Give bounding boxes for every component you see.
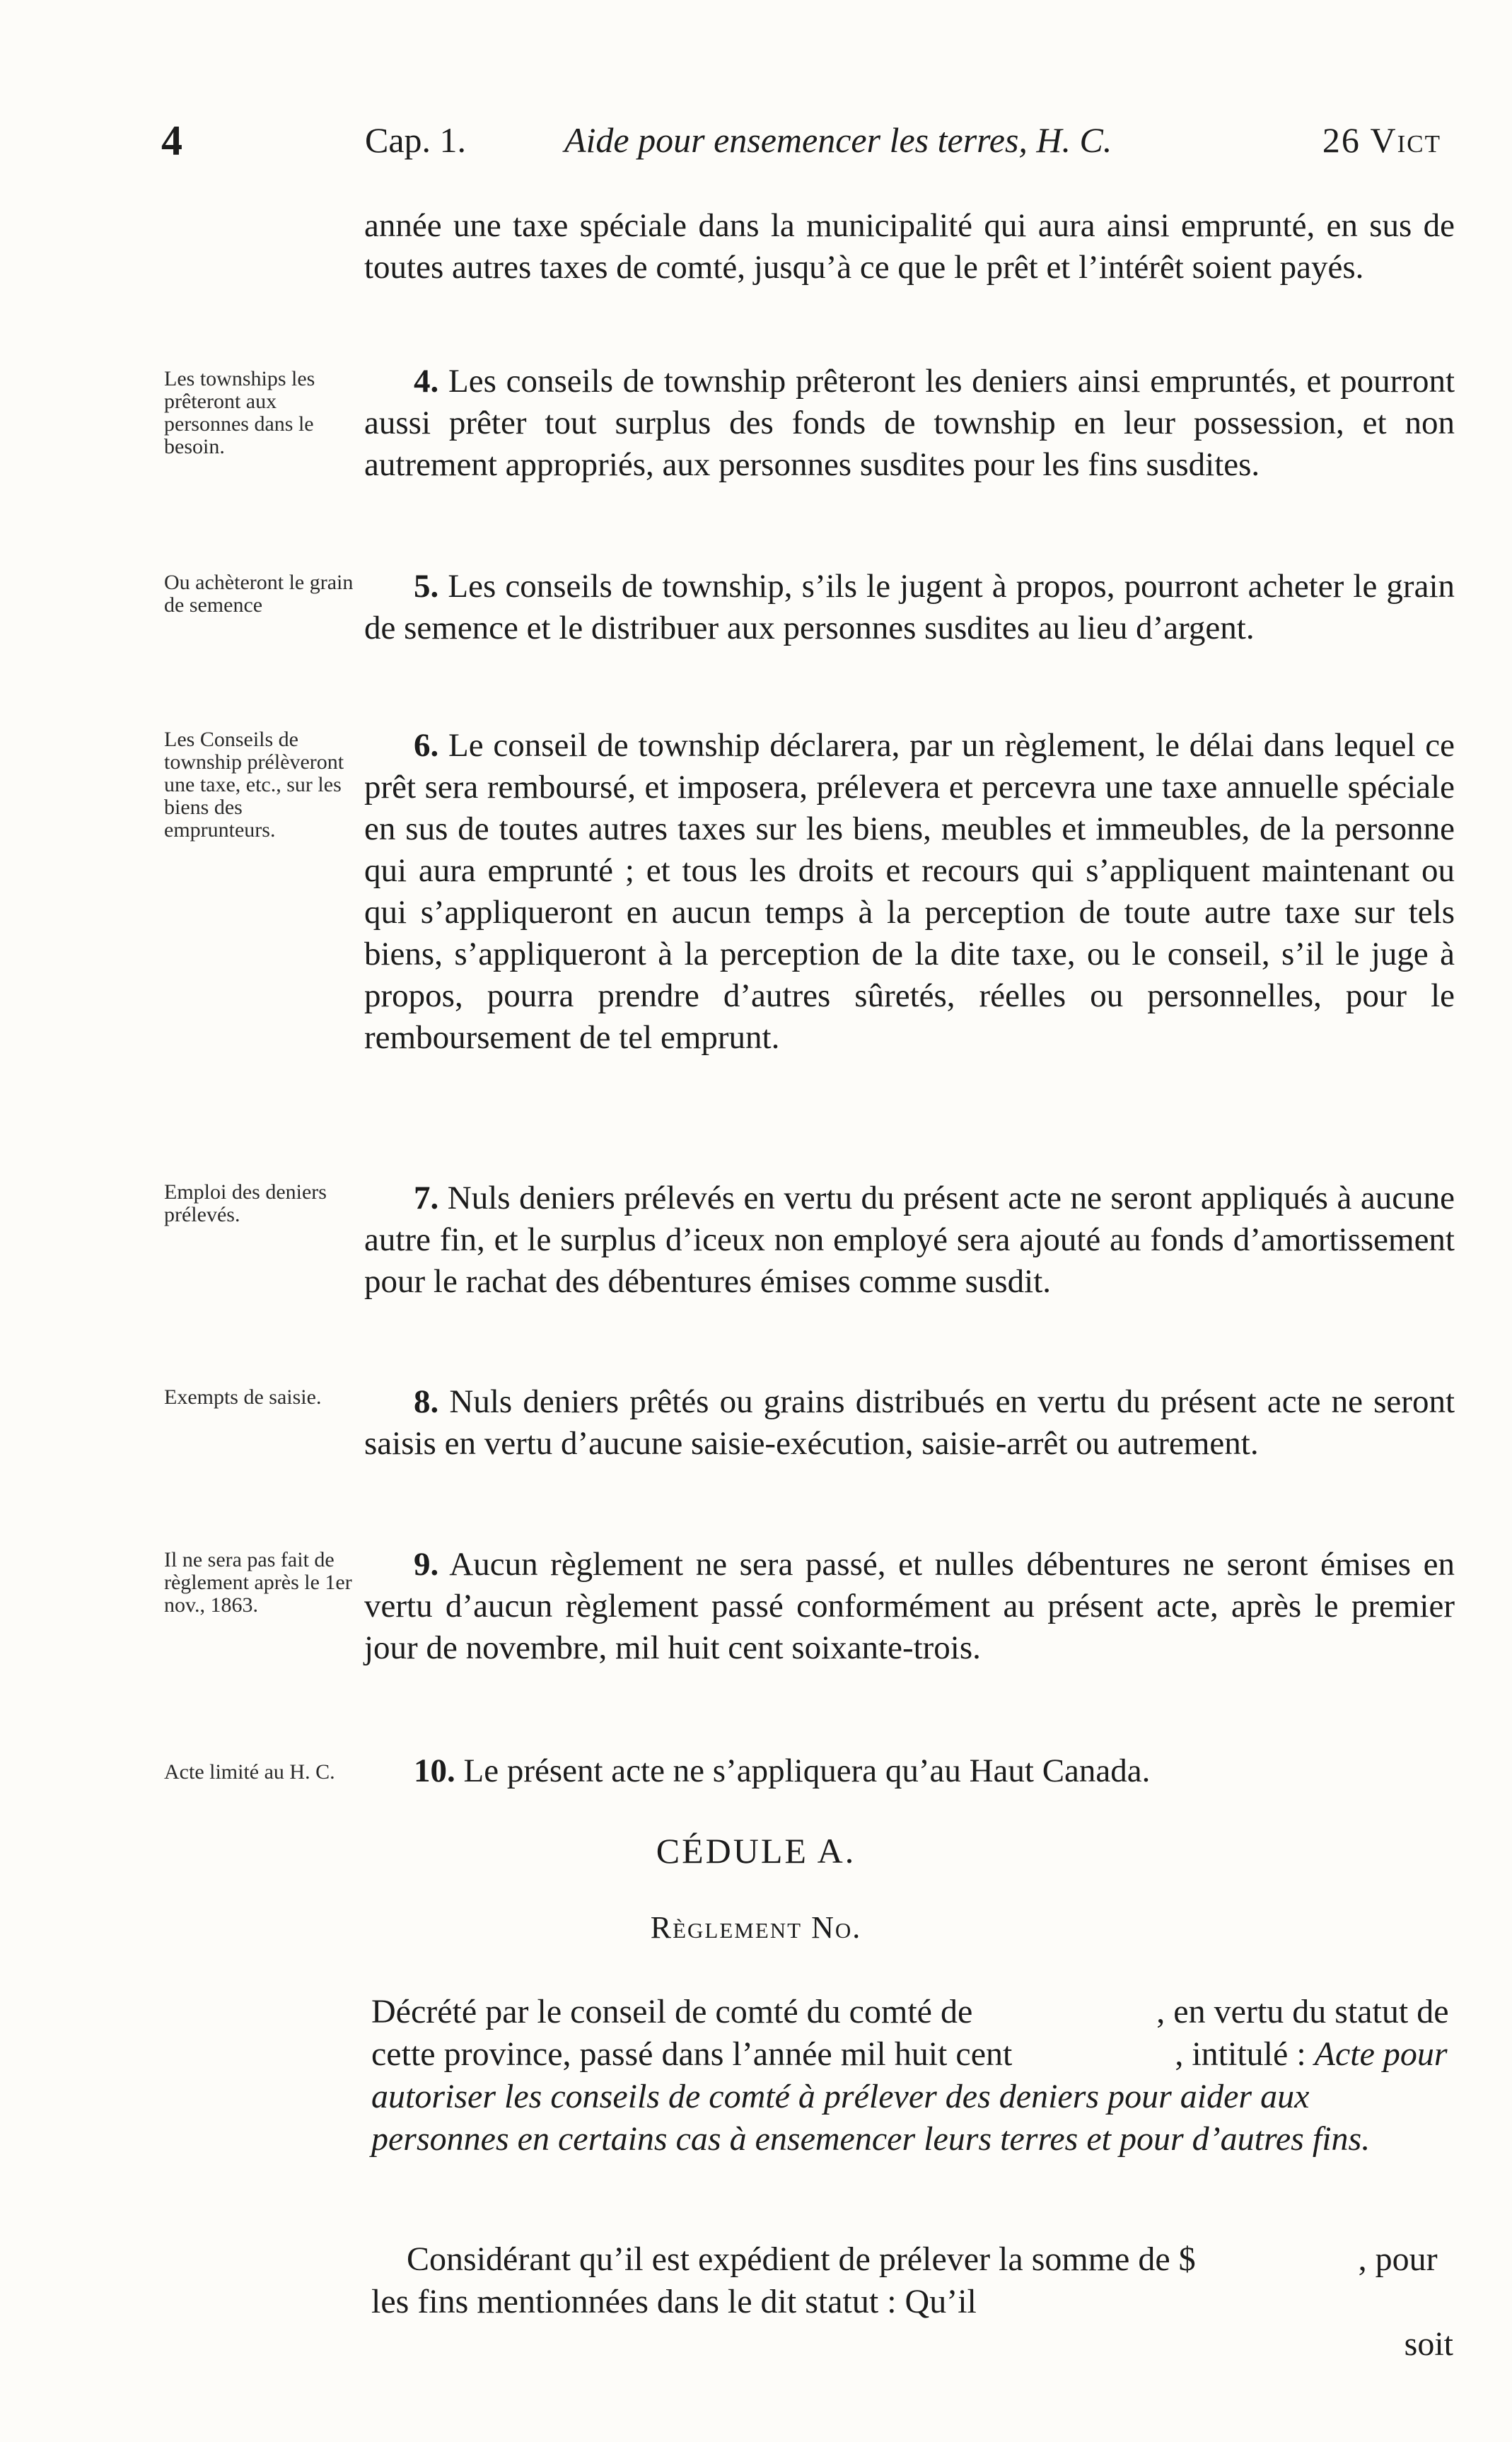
running-header	[161, 117, 1441, 173]
section-number: 8.	[414, 1383, 439, 1420]
section-number: 5.	[414, 568, 439, 605]
section-7	[364, 1178, 1455, 1303]
margin-note-6: Les Conseils de township prélèveront une taxe, etc., sur les biens des emprunteurs.	[164, 728, 344, 842]
section-6	[364, 725, 1455, 1059]
margin-note-4: Les townships les prêteront aux personnes dans le besoin.	[164, 367, 315, 458]
section-number: 6.	[414, 727, 439, 764]
section-number: 10.	[414, 1752, 455, 1789]
considerant-line-1: Considérant qu’il est expédient de prélever la somme de	[407, 2240, 1170, 2278]
schedule-title: CÉDULE A.	[656, 1831, 856, 1871]
margin-note-5: Ou achèteront le grain de semence	[164, 571, 354, 617]
considerant-line-2: , pour les fins mentionnées dans le dit statut : Qu’il	[371, 2240, 1438, 2320]
margin-note-8: Exempts de saisie.	[164, 1385, 322, 1409]
continuation-paragraph: année une taxe spéciale dans la municipalité qui aura ainsi emprunté, en sus de toutes autres taxes de comté, jusqu’à ce que le prêt et l’intérêt soient payés.	[364, 207, 1455, 286]
decree-line-2: , en vertu du statut de cette province, passé dans l’année mil huit cent	[371, 1993, 1449, 2073]
decree-line-1: Décrété par le conseil de comté du comté de	[371, 1993, 973, 2030]
reglement-heading: Règlement No.	[650, 1910, 862, 1945]
section-10	[364, 1750, 1455, 1792]
section-9	[364, 1544, 1455, 1669]
considerant-line-3: soit	[1404, 2325, 1453, 2363]
margin-note-9: Il ne sera pas fait de règlement après le 1er nov., 1863.	[164, 1548, 352, 1617]
dollar-sign: $	[1178, 2240, 1196, 2278]
page-number: 4	[161, 117, 182, 164]
considerant-paragraph	[371, 2238, 1453, 2366]
section-number: 7.	[414, 1180, 439, 1216]
section-text: Le conseil de township déclarera, par un règlement, le délai dans lequel ce prêt sera remboursé, et imposera, prélevera et percevra une taxe annuelle spéciale en sus de toutes autres taxes sur les biens, meubles et immeubles, de la personne qui aura emprunté ; et tous les droits et recours qui s’appliquent maintenant ou qui s’appliqueront en aucun temps à la perception de toute autre taxe sur tels biens, s’appliqueront à la perception de la dite taxe, ou le conseil, s’il le juge à propos, pourra prendre d’autres sûretés, réelles ou personnelles, pour le remboursement de tel emprunt.	[364, 727, 1455, 1056]
section-4	[364, 361, 1455, 486]
section-text: Nuls deniers prêtés ou grains distribués en vertu du présent acte ne seront saisis en vertu d’aucune saisie-exécution, saisie-arrêt ou autrement.	[364, 1383, 1455, 1462]
decree-paragraph	[371, 1991, 1453, 2161]
section-5	[364, 566, 1455, 649]
section-text: Les conseils de township, s’ils le jugent à propos, pourront acheter le grain de semence et le distribuer aux personnes susdites au lieu d’argent.	[364, 568, 1455, 646]
statute-title: Acte pour autoriser les conseils de comté à prélever des deniers pour aider aux personnes en certains cas à ensemencer leurs terres et pour d’autres fins.	[371, 2035, 1448, 2158]
section-text: Aucun règlement ne sera passé, et nulles débentures ne seront émises en vertu d’aucun règlement passé conformément au présent acte, après le premier jour de novembre, mil huit cent soixante-trois.	[364, 1546, 1455, 1666]
decree-line-3: , intitulé :	[1175, 2035, 1306, 2073]
section-text: Nuls deniers prélevés en vertu du présent acte ne seront appliqués à aucune autre fin, et le surplus d’iceux non employé sera ajouté au fonds d’amortissement pour le rachat des débentures émises comme susdit.	[364, 1180, 1455, 1300]
section-text: Le présent acte ne s’appliquera qu’au Haut Canada.	[463, 1752, 1151, 1789]
section-number: 9.	[414, 1546, 439, 1583]
regnal-year: 26 Vict	[1322, 120, 1441, 160]
section-number: 4.	[414, 363, 439, 400]
section-8	[364, 1381, 1455, 1465]
running-title: Aide pour ensemencer les terres, H. C.	[564, 120, 1112, 160]
margin-note-10: Acte limité au H. C.	[164, 1760, 335, 1784]
section-text: Les conseils de township prêteront les deniers ainsi empruntés, et pourront aussi prêter tout surplus des fonds de township en leur possession, et non autrement appropriés, aux personnes susdites pour les fins susdites.	[364, 363, 1455, 483]
margin-note-7: Emploi des deniers prélevés.	[164, 1180, 327, 1226]
chapter-label: Cap. 1.	[365, 120, 467, 160]
